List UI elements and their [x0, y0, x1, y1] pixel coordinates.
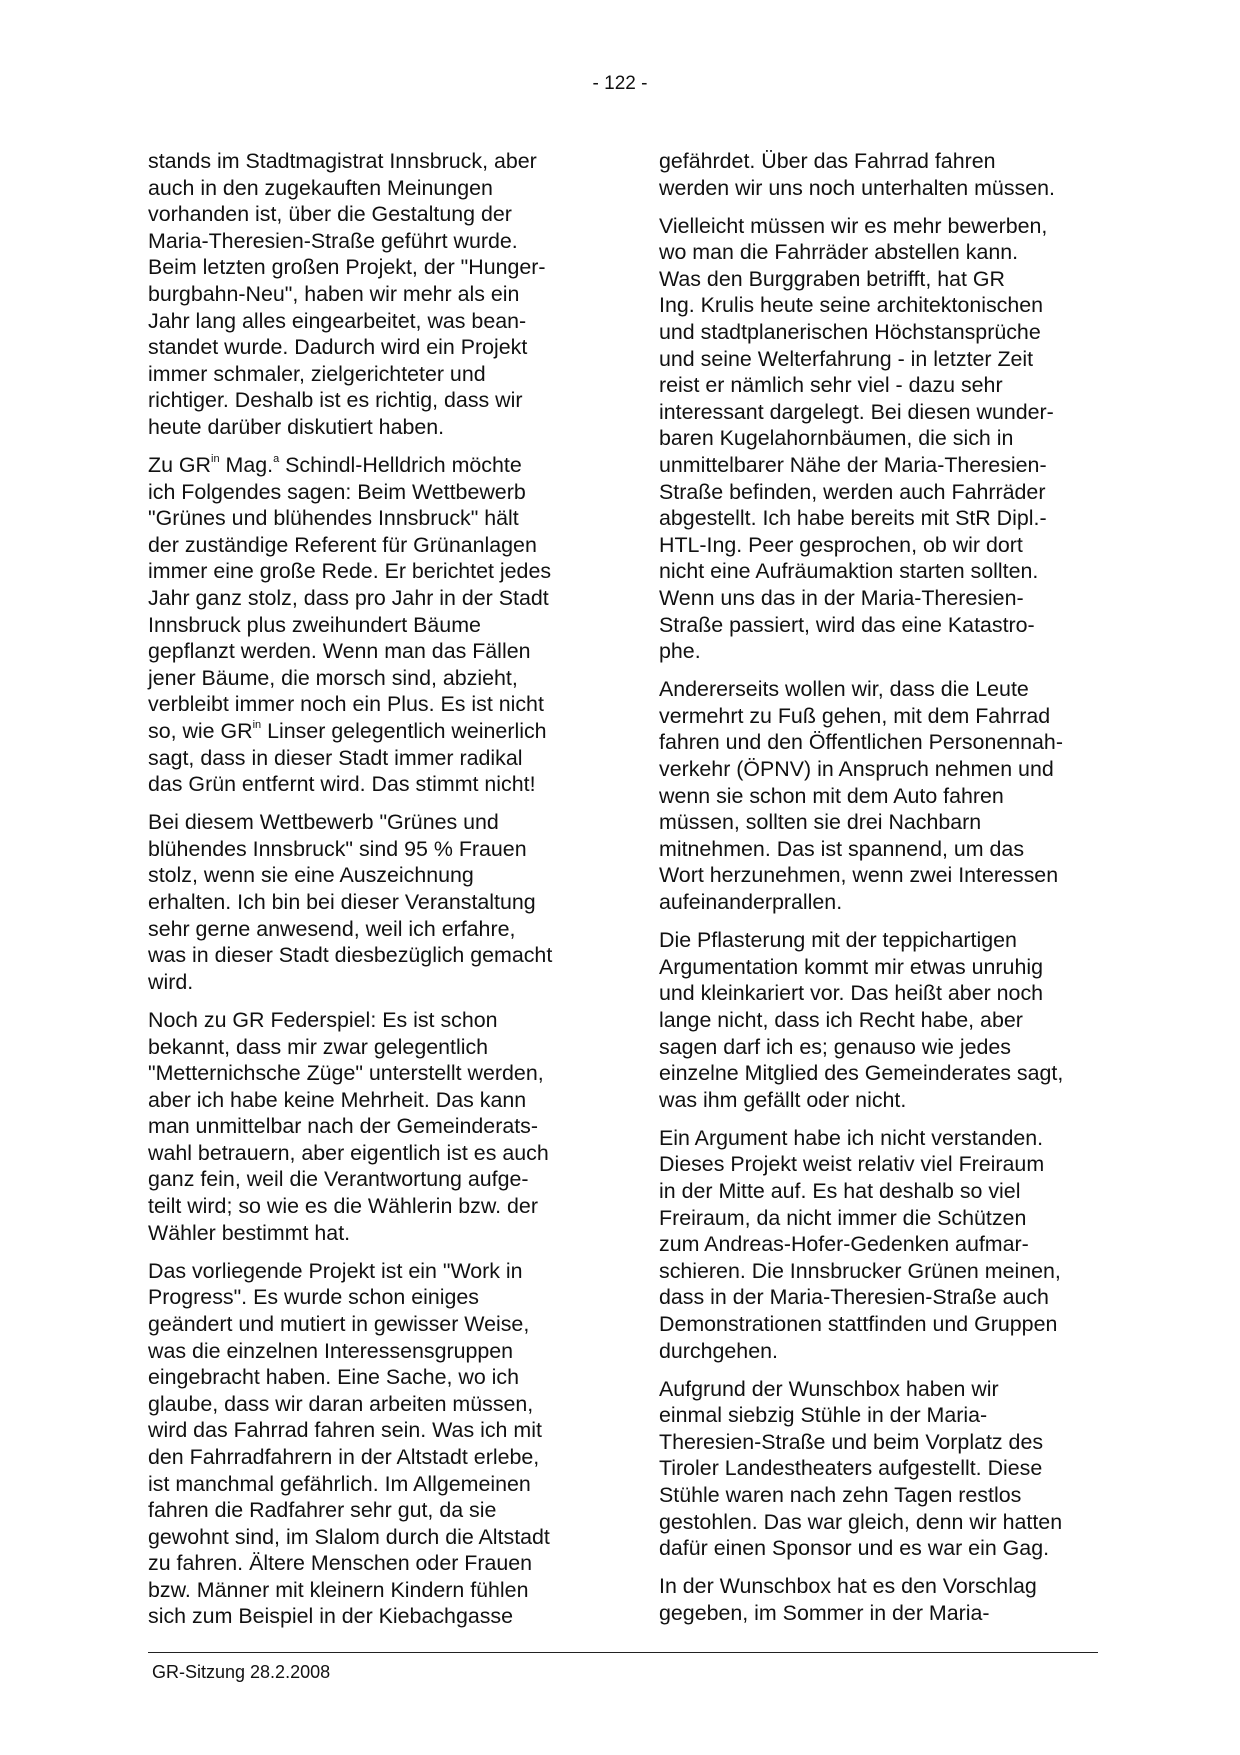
text-line: sagt, dass in dieser Stadt immer radikal [148, 745, 523, 770]
text-line: gepflanzt werden. Wenn man das Fällen [148, 639, 531, 664]
text-line: Argumentation kommt mir etwas unruhig [659, 954, 1043, 979]
text-line: mitnehmen. Das ist spannend, um das [659, 836, 1025, 861]
text-line: immer eine große Rede. Er berichtet jedes [148, 559, 552, 584]
text-line: richtiger. Deshalb ist es richtig, dass wir [148, 388, 523, 413]
text-line: Freiraum, da nicht immer die Schützen [659, 1205, 1027, 1230]
text-line: den Fahrradfahrern in der Altstadt erlebe, [148, 1444, 540, 1469]
text-line: einzelne Mitglied des Gemeinderates sagt, [659, 1061, 1064, 1086]
text-line: gewohnt sind, im Slalom durch die Altstadt [148, 1524, 550, 1549]
text-line: auch in den zugekauften Meinungen [148, 175, 493, 200]
text-line: erhalten. Ich bin bei dieser Veranstaltung [148, 890, 536, 915]
text-line: teilt wird; so wie es die Wählerin bzw. der [148, 1194, 538, 1219]
text-line: und stadtplanerischen Höchstansprüche [659, 320, 1041, 345]
text-line: Jahr ganz stolz, dass pro Jahr in der Stadt [148, 586, 549, 610]
text-line: Aufgrund der Wunschbox haben wir [659, 1376, 999, 1401]
text-line: ist manchmal gefährlich. Im Allgemeinen [148, 1471, 531, 1496]
text-line: sich zum Beispiel in der Kiebachgasse [148, 1604, 514, 1629]
text-line: Andererseits wollen wir, dass die Leute [659, 677, 1029, 702]
text-line: immer schmaler, zielgerichteter und [148, 361, 486, 386]
paragraph [148, 148, 588, 441]
superscript: a [273, 452, 280, 465]
text-line: durchgehen. [659, 1338, 778, 1363]
paragraph [659, 676, 1099, 915]
text-line: und seine Welterfahrung - in letzter Zeit [659, 346, 1034, 371]
text-line: Was den Burggraben betrifft, hat GR [659, 266, 1005, 291]
text-line: Jahr lang alles eingearbeitet, was bean- [148, 308, 527, 333]
text-line: das Grün entfernt wird. Das stimmt nicht! [148, 772, 536, 797]
right-column [659, 148, 1099, 1638]
text-line: der zuständige Referent für Grünanlagen [148, 532, 537, 557]
text-line: Stühle waren nach zehn Tagen restlos [659, 1483, 1022, 1507]
text-line: Noch zu GR Federspiel: Es ist schon [148, 1007, 498, 1032]
text-line: heute darüber diskutiert haben. [148, 414, 445, 439]
text-line: reist er nämlich sehr viel - dazu sehr [659, 373, 1003, 398]
paragraph [659, 213, 1099, 665]
text-line: was die einzelnen Interessensgruppen [148, 1338, 514, 1363]
text-line: phe. [659, 639, 701, 664]
text-line: Ein Argument habe ich nicht verstanden. [659, 1125, 1044, 1150]
text-line: zum Andreas-Hofer-Gedenken aufmar- [659, 1232, 1029, 1257]
text-line: standet wurde. Dadurch wird ein Projekt [148, 335, 528, 360]
paragraph [659, 148, 1099, 201]
text-line: gegeben, im Sommer in der Maria- [659, 1600, 990, 1625]
text-line: und kleinkariert vor. Das heißt aber noch [659, 981, 1044, 1006]
text-line: Straße passiert, wird das eine Katastro- [659, 612, 1035, 637]
text-line: Wort herzunehmen, wenn zwei Interessen [659, 863, 1059, 888]
paragraph [659, 1573, 1099, 1626]
paragraph [148, 1258, 588, 1630]
text-line: in der Mitte auf. Es hat deshalb so viel [659, 1178, 1021, 1203]
text-line: Straße befinden, werden auch Fahrräder [659, 479, 1046, 504]
text-line: gefährdet. Über das Fahrrad fahren [659, 149, 996, 173]
paragraph [659, 1376, 1099, 1562]
text-fragment: Linser gelegentlich weinerlich [261, 718, 547, 743]
text-line: Innsbruck plus zweihundert Bäume [148, 612, 481, 637]
text-line: Wenn uns das in der Maria-Theresien- [659, 586, 1024, 610]
text-fragment: Mag. [219, 453, 274, 478]
text-line: wird. [148, 969, 194, 994]
paragraph [659, 1125, 1099, 1364]
text-line: interessant dargelegt. Bei diesen wunder- [659, 399, 1054, 424]
text-line: unmittelbarer Nähe der Maria-Theresien- [659, 453, 1047, 478]
text-line: stolz, wenn sie eine Auszeichnung [148, 863, 474, 888]
text-line: zu fahren. Ältere Menschen oder Frauen [148, 1551, 533, 1576]
text-line: wo man die Fahrräder abstellen kann. [659, 240, 1019, 265]
page-number: - 122 - [592, 73, 648, 94]
text-line: "Grünes und blühendes Innsbruck" hält [148, 506, 519, 531]
text-line-group [148, 745, 588, 798]
text-line: stands im Stadtmagistrat Innsbruck, aber [148, 149, 537, 173]
text-line: bekannt, dass mir zwar gelegentlich [148, 1034, 489, 1059]
text-line: abgestellt. Ich habe bereits mit StR Dipl.- [659, 506, 1047, 531]
text-line: Vielleicht müssen wir es mehr bewerben, [659, 213, 1048, 238]
left-column [148, 148, 588, 1642]
text-fragment: so, wie GR [148, 718, 253, 743]
text-line: Ing. Krulis heute seine architektonischen [659, 293, 1044, 318]
paragraph [659, 927, 1099, 1113]
text-line: ganz fein, weil die Verantwortung aufge- [148, 1167, 529, 1192]
text-line: bzw. Männer mit kleinern Kindern fühlen [148, 1577, 529, 1602]
text-line: ich Folgendes sagen: Beim Wettbewerb [148, 479, 526, 504]
text-line: verkehr (ÖPNV) in Anspruch nehmen und [659, 757, 1054, 782]
text-line: glaube, dass wir daran arbeiten müssen, [148, 1391, 534, 1416]
text-line: fahren die Radfahrer sehr gut, da sie [148, 1498, 497, 1523]
text-line: nicht eine Aufräumaktion starten sollten. [659, 559, 1039, 584]
text-line: aufeinanderprallen. [659, 890, 843, 915]
text-line: werden wir uns noch unterhalten müssen. [659, 175, 1055, 200]
text-line: man unmittelbar nach der Gemeinderats- [148, 1114, 538, 1139]
text-line: einmal siebzig Stühle in der Maria- [659, 1403, 988, 1428]
text-line: müssen, sollten sie drei Nachbarn [659, 810, 982, 835]
text-line: wahl betrauern, aber eigentlich ist es auch [148, 1140, 549, 1165]
paragraph [148, 1007, 588, 1246]
paragraph [148, 452, 588, 798]
text-line: eingebracht haben. Eine Sache, wo ich [148, 1365, 520, 1390]
text-line: sagen darf ich es; genauso wie jedes [659, 1034, 1011, 1059]
text-line: Theresien-Straße und beim Vorplatz des [659, 1429, 1044, 1454]
text-line: geändert und mutiert in gewisser Weise, [148, 1311, 530, 1336]
text-line: was in dieser Stadt diesbezüglich gemacht [148, 943, 553, 968]
text-line: gestohlen. Das war gleich, denn wir hatten [659, 1509, 1063, 1534]
text-line: aber ich habe keine Mehrheit. Das kann [148, 1087, 527, 1112]
text-line: Beim letzten großen Projekt, der "Hunger- [148, 255, 546, 280]
text-line: verbleibt immer noch ein Plus. Es ist nicht [148, 692, 544, 717]
text-line: "Metternichsche Züge" unterstellt werden, [148, 1061, 544, 1086]
text-line: Wähler bestimmt hat. [148, 1220, 351, 1245]
text-fragment: Schindl-Helldrich möchte [279, 453, 522, 478]
footer-session-date: GR-Sitzung 28.2.2008 [152, 1662, 331, 1682]
text-line: jener Bäume, die morsch sind, abzieht, [148, 665, 518, 690]
text-line: Dieses Projekt weist relativ viel Freiraum [659, 1152, 1045, 1177]
text-line [148, 718, 588, 745]
text-line: dafür einen Sponsor und es war ein Gag. [659, 1536, 1050, 1561]
text-line: dass in der Maria-Theresien-Straße auch [659, 1285, 1049, 1310]
text-line: fahren und den Öffentlichen Personennah- [659, 730, 1063, 755]
text-line [148, 452, 588, 479]
text-line: blühendes Innsbruck" sind 95 % Frauen [148, 836, 527, 861]
text-line-group [148, 479, 588, 718]
text-line: lange nicht, dass ich Recht habe, aber [659, 1007, 1023, 1032]
text-line: HTL-Ing. Peer gesprochen, ob wir dort [659, 532, 1023, 557]
superscript: in [211, 452, 220, 465]
text-line: sehr gerne anwesend, weil ich erfahre, [148, 916, 516, 941]
text-line: In der Wunschbox hat es den Vorschlag [659, 1574, 1037, 1599]
text-line: burgbahn-Neu", haben wir mehr als ein [148, 281, 520, 306]
text-line: schieren. Die Innsbrucker Grünen meinen, [659, 1258, 1061, 1283]
text-line: vorhanden ist, über die Gestaltung der [148, 202, 512, 227]
text-line: wird das Fahrrad fahren sein. Was ich mit [148, 1418, 542, 1443]
paragraph [148, 809, 588, 995]
footer-divider [148, 1652, 1098, 1653]
text-line: Progress". Es wurde schon einiges [148, 1285, 479, 1310]
text-line: Maria-Theresien-Straße geführt wurde. [148, 228, 518, 253]
text-line: was ihm gefällt oder nicht. [659, 1087, 907, 1112]
text-line: baren Kugelahornbäumen, die sich in [659, 426, 1014, 451]
text-line: Tiroler Landestheaters aufgestellt. Diese [659, 1456, 1043, 1481]
text-line: vermehrt zu Fuß gehen, mit dem Fahrrad [659, 703, 1051, 728]
text-line: Das vorliegende Projekt ist ein "Work in [148, 1258, 523, 1283]
superscript: in [252, 718, 262, 731]
text-line: Demonstrationen stattfinden und Gruppen [659, 1311, 1058, 1336]
text-fragment: Zu GR [148, 453, 211, 478]
text-line: Bei diesem Wettbewerb "Grünes und [148, 810, 499, 835]
text-line: Die Pflasterung mit der teppichartigen [659, 928, 1017, 953]
text-line: wenn sie schon mit dem Auto fahren [659, 783, 1004, 808]
